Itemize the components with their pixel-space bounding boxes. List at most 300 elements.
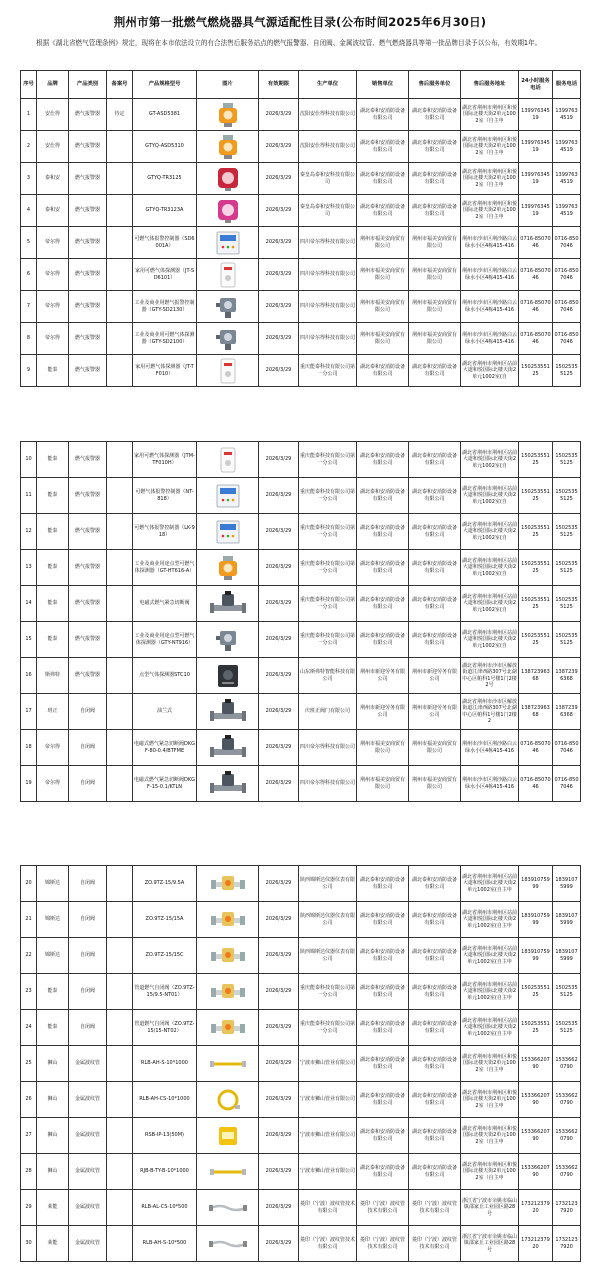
- col-model: 家用可燃气体探测器（JTM-TF010H）: [133, 442, 197, 478]
- col-record: [107, 163, 133, 195]
- col-phone: 0716-8507046: [553, 291, 581, 323]
- col-phone: 18391075999: [553, 902, 581, 938]
- col-service-address: 浙江省宁波市余姚市临山镇邵家丘工业园区路28号: [461, 1226, 519, 1262]
- col-image: [197, 323, 259, 355]
- col-phone: 0716-8507046: [553, 227, 581, 259]
- col-category: 燃气报警器: [69, 163, 107, 195]
- col-24h-phone: 18391075999: [519, 902, 553, 938]
- col-brand: 帝尔得: [37, 766, 69, 802]
- col-expiry: 2026/3/29: [259, 658, 299, 694]
- col-brand: 能泰: [37, 1010, 69, 1046]
- col-model: 可燃气体报警控制器（SD6001A）: [133, 227, 197, 259]
- col-24h-phone: 15336620790: [519, 1046, 553, 1082]
- col-model: ZO.9TZ-15/9.5A: [133, 866, 197, 902]
- col-service-unit: 荆州市福美安商贸有限公司: [409, 227, 461, 259]
- col-expiry: 2026/3/29: [259, 694, 299, 730]
- col-expiry: 2026/3/29: [259, 550, 299, 586]
- col-sales-unit: 湖北泰和安消防设备有限公司: [357, 1118, 409, 1154]
- col-number: 11: [21, 478, 37, 514]
- col-image: [197, 514, 259, 550]
- col-service-unit: 湖北泰和安消防设备有限公司: [409, 355, 461, 387]
- col-manufacturer: 宁波市狮山管业有限公司: [299, 1154, 357, 1190]
- col-record: [107, 131, 133, 163]
- table-row: [21, 514, 581, 550]
- col-phone: 13997634519: [553, 195, 581, 227]
- col-number: 9: [21, 355, 37, 387]
- col-service-unit: 菱印（宁波）波纹管技术有限公司: [409, 1190, 461, 1226]
- col-record: [107, 1226, 133, 1262]
- col-24h-phone: 0716-8507046: [519, 323, 553, 355]
- col-image: [197, 730, 259, 766]
- col-model: 工业及商业用途点型可燃气体探测器（GTY-NT916）: [133, 622, 197, 658]
- col-24h-phone: 15336620790: [519, 1154, 553, 1190]
- col-image: [197, 902, 259, 938]
- col-sales-unit: 湖北泰和安消防设备有限公司: [357, 195, 409, 227]
- col-image: [197, 1154, 259, 1190]
- col-number: 2: [21, 131, 37, 163]
- col-brand: 狮山: [37, 1082, 69, 1118]
- col-model: 工业及商业用可燃气体探测器（GTY-SD2100）: [133, 323, 197, 355]
- table-row: [21, 163, 581, 195]
- col-image: [197, 131, 259, 163]
- col-phone: 18391075999: [553, 866, 581, 902]
- col-sales-unit: 湖北泰和安消防设备有限公司: [357, 622, 409, 658]
- col-image: [197, 478, 259, 514]
- col-number: 10: [21, 442, 37, 478]
- col-number: 18: [21, 730, 37, 766]
- col-number: 3: [21, 163, 37, 195]
- col-expiry: 2026/3/29: [259, 442, 299, 478]
- table-row: [21, 622, 581, 658]
- hose-straight-icon: [208, 1194, 248, 1222]
- col-24h-phone: 15025355125: [519, 1010, 553, 1046]
- col-service-address: 湖北省荆州市荆州区站前大道和悦国际北楼天街2单元1002室(自主申: [461, 902, 519, 938]
- col-service-address: 湖北省荆州市荆州区和悦国际北楼天街2单元1002室（自主申: [461, 99, 519, 131]
- col-number: 21: [21, 902, 37, 938]
- col-image: [197, 1226, 259, 1262]
- col-image: [197, 355, 259, 387]
- col-number: 29: [21, 1190, 37, 1226]
- col-service-unit: 湖北泰和安消防设备有限公司: [409, 163, 461, 195]
- col-expiry: 2026/3/29: [259, 1082, 299, 1118]
- col-model: ZO.9TZ-15/15A: [133, 902, 197, 938]
- col-manufacturer: 山东斯弗特智能科技有限公司: [299, 658, 357, 694]
- col-sales-unit: 荆州市福美安商贸有限公司: [357, 259, 409, 291]
- table-row: [21, 1154, 581, 1190]
- col-number: 19: [21, 766, 37, 802]
- col-sales-unit: 湖北泰和安消防设备有限公司: [357, 1046, 409, 1082]
- table-row: [21, 478, 581, 514]
- col-brand: 帝尔得: [37, 730, 69, 766]
- col-sales-unit: 菱印（宁波）波纹管技术有限公司: [357, 1190, 409, 1226]
- col-number: 25: [21, 1046, 37, 1082]
- catalog-table-page-2: [20, 441, 581, 802]
- col-model: ZO.9TZ-15/15C: [133, 938, 197, 974]
- col-service-address: 湖北省荆州市荆州区站前大道和悦国际北楼天街2单元1002室(自主申: [461, 974, 519, 1010]
- col-number: 20: [21, 866, 37, 902]
- col-phone: 17321237920: [553, 1226, 581, 1262]
- valve-icon: [208, 698, 248, 726]
- col-24h-phone: 18391075999: [519, 866, 553, 902]
- col-expiry: 2026/3/29: [259, 514, 299, 550]
- col-sales-unit: 湖北泰和安消防设备有限公司: [357, 514, 409, 550]
- col-category: 燃气报警器: [69, 658, 107, 694]
- col-number: 4: [21, 195, 37, 227]
- col-service-address: 湖北省荆州市荆州区和悦国际北楼天街2单元1002室（自主申: [461, 1046, 519, 1082]
- col-image: [197, 550, 259, 586]
- col-service-unit: 湖北泰和安消防设备有限公司: [409, 622, 461, 658]
- col-brand: 锦斯达: [37, 866, 69, 902]
- col-24h-phone: 13872396368: [519, 694, 553, 730]
- col-model: 电磁式燃气紧急切断阀: [133, 586, 197, 622]
- gas-detector-red-icon: [208, 165, 248, 193]
- col-category: 燃气报警器: [69, 131, 107, 163]
- table-row: [21, 131, 581, 163]
- col-manufacturer: 重庆能泰科技有限公司第一分公司: [299, 622, 357, 658]
- table-row: [21, 291, 581, 323]
- col-service-address: 湖北省荆州市荆州区和悦国际北楼天街2单元1002室（自主申: [461, 163, 519, 195]
- table-row: [21, 227, 581, 259]
- col-expiry: 2026/3/29: [259, 131, 299, 163]
- pipe-valve-icon: [208, 870, 248, 898]
- col-record: [107, 227, 133, 259]
- col-expiry: 2026/3/29: [259, 1190, 299, 1226]
- col-record: [107, 323, 133, 355]
- col-brand: 莱能: [37, 1226, 69, 1262]
- col-24h-phone: 0716-8507046: [519, 766, 553, 802]
- col-brand: 斯弗特: [37, 658, 69, 694]
- col-service-address: 湖北省荆州市荆州区站前大道和悦国际北楼天街2单元1002室(自: [461, 355, 519, 387]
- col-service-address: 湖北省荆州市荆州区和悦国际北楼天街2单元1002室（自主申: [461, 1118, 519, 1154]
- table-row: [21, 902, 581, 938]
- col-image: [197, 694, 259, 730]
- col-phone: 13872396368: [553, 658, 581, 694]
- col-service-unit: 湖北泰和安消防设备有限公司: [409, 1046, 461, 1082]
- table-row: [21, 99, 581, 131]
- table-row: [21, 730, 581, 766]
- table-row: [21, 974, 581, 1010]
- col-manufacturer: 四川帝尔得科技有限公司: [299, 730, 357, 766]
- col-image: [197, 766, 259, 802]
- col-24h-phone: 15025355125: [519, 478, 553, 514]
- col-phone: 15025355125: [553, 355, 581, 387]
- col-category: 自闭阀: [69, 902, 107, 938]
- col-expiry: 2026/3/29: [259, 478, 299, 514]
- header-col-phone: 服务电话: [553, 71, 581, 99]
- col-expiry: 2026/3/29: [259, 227, 299, 259]
- col-service-unit: 湖北泰和安消防设备有限公司: [409, 1118, 461, 1154]
- col-image: [197, 227, 259, 259]
- col-service-unit: 湖北泰和安消防设备有限公司: [409, 938, 461, 974]
- gas-detector-orange-icon: [208, 554, 248, 582]
- col-image: [197, 1190, 259, 1226]
- col-brand: 锦斯达: [37, 938, 69, 974]
- col-expiry: 2026/3/29: [259, 195, 299, 227]
- col-brand: 锦斯达: [37, 902, 69, 938]
- col-sales-unit: 湖北泰和安消防设备有限公司: [357, 355, 409, 387]
- col-expiry: 2026/3/29: [259, 586, 299, 622]
- pipe-valve-icon: [208, 906, 248, 934]
- col-expiry: 2026/3/29: [259, 1010, 299, 1046]
- col-record: [107, 658, 133, 694]
- col-model: 电磁式燃气紧急切断阀DKGF-80-0.4/BTFME: [133, 730, 197, 766]
- col-phone: 15336620790: [553, 1082, 581, 1118]
- col-model: 家用可燃气体探测器（JT-SD6101）: [133, 259, 197, 291]
- header-col-24h-phone: 24小时服务电话: [519, 71, 553, 99]
- col-sales-unit: 荆州市福美安商贸有限公司: [357, 291, 409, 323]
- col-model: 工业及商业用途点型可燃气体探测器（GT-HT616-A）: [133, 550, 197, 586]
- col-record: [107, 291, 133, 323]
- intro-paragraph: 根据《湖北省燃气管理条例》规定，现将在本市依法设立的有合法售后服务站点的燃气报警器、自闭阀、金属波纹管、燃气燃烧器具等第一批品牌目录予以公布，有效期1年。: [36, 39, 542, 47]
- col-24h-phone: 13997634519: [519, 131, 553, 163]
- col-manufacturer: 陕西锦斯达仪器仪表有限公司: [299, 938, 357, 974]
- col-service-unit: 荆州市新迎劳务有限公司: [409, 658, 461, 694]
- col-service-unit: 湖北泰和安消防设备有限公司: [409, 550, 461, 586]
- header-col-expiry: 有效期限: [259, 71, 299, 99]
- col-brand: 帝尔得: [37, 291, 69, 323]
- col-category: 燃气报警器: [69, 355, 107, 387]
- col-phone: 17321237920: [553, 1190, 581, 1226]
- industrial-detector-icon: [208, 293, 248, 321]
- col-service-address: 荆州市沙市区荆沙路白云绿水小区4栋415-416: [461, 766, 519, 802]
- col-24h-phone: 13997634519: [519, 99, 553, 131]
- col-model: RLB-AL-CS-10*500: [133, 1190, 197, 1226]
- col-service-unit: 荆州市福美安商贸有限公司: [409, 766, 461, 802]
- col-24h-phone: 13997634519: [519, 195, 553, 227]
- col-record: [107, 974, 133, 1010]
- col-record: [107, 766, 133, 802]
- col-manufacturer: 菱印（宁波）波纹管技术有限公司: [299, 1190, 357, 1226]
- col-brand: 狮山: [37, 1118, 69, 1154]
- col-record: [107, 1118, 133, 1154]
- col-24h-phone: 15025355125: [519, 622, 553, 658]
- col-sales-unit: 菱印（宁波）波纹管技术有限公司: [357, 1226, 409, 1262]
- col-category: 自闭阀: [69, 866, 107, 902]
- industrial-detector-icon: [208, 325, 248, 353]
- col-model: 管道燃气自闭阀（ZO.9TZ-15/9.5-NT01）: [133, 974, 197, 1010]
- col-record: [107, 1190, 133, 1226]
- col-category: 燃气报警器: [69, 550, 107, 586]
- col-image: [197, 99, 259, 131]
- col-service-address: 湖北省荆州市沙市区解放街道江津西路307号北湖中心区帕科1号楼1门2楼2号: [461, 658, 519, 694]
- header-col-record: 备案号: [107, 71, 133, 99]
- table-row: [21, 586, 581, 622]
- col-manufacturer: 四川帝尔得科技有限公司: [299, 259, 357, 291]
- col-expiry: 2026/3/29: [259, 323, 299, 355]
- col-expiry: 2026/3/29: [259, 291, 299, 323]
- col-24h-phone: 17321237920: [519, 1226, 553, 1262]
- col-sales-unit: 湖北泰和安消防设备有限公司: [357, 1154, 409, 1190]
- valve-icon: [208, 590, 248, 618]
- col-image: [197, 1046, 259, 1082]
- col-category: 自闭阀: [69, 730, 107, 766]
- col-manufacturer: 沈阳安仕得科技有限公司: [299, 99, 357, 131]
- col-category: 燃气报警器: [69, 323, 107, 355]
- col-number: 1: [21, 99, 37, 131]
- col-model: GTYQ-TR3125: [133, 163, 197, 195]
- col-service-unit: 湖北泰和安消防设备有限公司: [409, 195, 461, 227]
- col-sales-unit: 湖北泰和安消防设备有限公司: [357, 131, 409, 163]
- col-expiry: 2026/3/29: [259, 622, 299, 658]
- col-service-address: 湖北省荆州市荆州区和悦国际北楼天街2单元1002室（自主申: [461, 1082, 519, 1118]
- col-phone: 15336620790: [553, 1154, 581, 1190]
- col-brand: 泰和安: [37, 195, 69, 227]
- col-category: 自闭阀: [69, 1010, 107, 1046]
- col-brand: 安仕得: [37, 99, 69, 131]
- col-sales-unit: 湖北泰和安消防设备有限公司: [357, 938, 409, 974]
- col-service-unit: 菱印（宁波）波纹管技术有限公司: [409, 1226, 461, 1262]
- col-sales-unit: 荆州市福美安商贸有限公司: [357, 227, 409, 259]
- pipe-valve-icon: [208, 942, 248, 970]
- col-service-address: 湖北省荆州市沙市区解放街道江津西路307号北湖中心区帕科1号楼1门2楼2: [461, 694, 519, 730]
- col-category: 自闭阀: [69, 938, 107, 974]
- col-image: [197, 195, 259, 227]
- col-phone: 15336620790: [553, 1046, 581, 1082]
- col-service-unit: 荆州市新迎劳务有限公司: [409, 694, 461, 730]
- col-manufacturer: 宁波市狮山管业有限公司: [299, 1046, 357, 1082]
- col-manufacturer: 四川帝尔得科技有限公司: [299, 227, 357, 259]
- col-image: [197, 866, 259, 902]
- col-brand: 狮山: [37, 1154, 69, 1190]
- col-24h-phone: 0716-8507046: [519, 227, 553, 259]
- col-number: 8: [21, 323, 37, 355]
- col-24h-phone: 15025355125: [519, 355, 553, 387]
- col-model: RLB-AH-S-10*500: [133, 1226, 197, 1262]
- col-record: [107, 586, 133, 622]
- col-phone: 15025355125: [553, 974, 581, 1010]
- table-row: [21, 866, 581, 902]
- col-manufacturer: 四川帝尔得科技有限公司: [299, 291, 357, 323]
- header-col-image: 图片: [197, 71, 259, 99]
- col-category: 金属波纹管: [69, 1226, 107, 1262]
- header-col-manufacturer: 生产单位: [299, 71, 357, 99]
- table-row: [21, 1190, 581, 1226]
- valve-icon: [208, 770, 248, 798]
- col-service-unit: 湖北泰和安消防设备有限公司: [409, 974, 461, 1010]
- col-24h-phone: 15025355125: [519, 586, 553, 622]
- table-row: [21, 355, 581, 387]
- table-row: [21, 1082, 581, 1118]
- col-service-address: 湖北省荆州市荆州区站前大道和悦国际北楼天街2单元1002室(自: [461, 478, 519, 514]
- col-24h-phone: 15336620790: [519, 1118, 553, 1154]
- col-image: [197, 259, 259, 291]
- col-expiry: 2026/3/29: [259, 866, 299, 902]
- col-brand: 能泰: [37, 550, 69, 586]
- col-24h-phone: 13997634519: [519, 163, 553, 195]
- col-service-address: 湖北省荆州市荆州区和悦国际北楼天街2单元1002室（自主申: [461, 1154, 519, 1190]
- col-expiry: 2026/3/29: [259, 766, 299, 802]
- col-category: 燃气报警器: [69, 227, 107, 259]
- col-category: 自闭阀: [69, 694, 107, 730]
- col-phone: 0716-8507046: [553, 259, 581, 291]
- valve-icon: [208, 734, 248, 762]
- col-number: 15: [21, 622, 37, 658]
- col-phone: 15025355125: [553, 550, 581, 586]
- col-category: 金属波纹管: [69, 1118, 107, 1154]
- header-col-number: 序号: [21, 71, 37, 99]
- col-24h-phone: 0716-8507046: [519, 291, 553, 323]
- col-brand: 帝尔得: [37, 323, 69, 355]
- col-category: 燃气报警器: [69, 478, 107, 514]
- col-category: 金属波纹管: [69, 1046, 107, 1082]
- col-record: [107, 1154, 133, 1190]
- col-category: 燃气报警器: [69, 195, 107, 227]
- col-service-address: 湖北省荆州市荆州区和悦国际北楼天街2单元1002室（自主申: [461, 131, 519, 163]
- col-sales-unit: 湖北泰和安消防设备有限公司: [357, 586, 409, 622]
- col-brand: 帝尔得: [37, 259, 69, 291]
- col-image: [197, 442, 259, 478]
- col-phone: 13997634519: [553, 131, 581, 163]
- col-phone: 0716-8507046: [553, 766, 581, 802]
- col-category: 燃气报警器: [69, 514, 107, 550]
- col-service-unit: 荆州市福美安商贸有限公司: [409, 259, 461, 291]
- col-service-unit: 湖北泰和安消防设备有限公司: [409, 1082, 461, 1118]
- col-expiry: 2026/3/29: [259, 902, 299, 938]
- col-model: 点型气体探测器STC10: [133, 658, 197, 694]
- col-manufacturer: 重庆能泰科技有限公司第一分公司: [299, 355, 357, 387]
- col-brand: 能泰: [37, 355, 69, 387]
- col-24h-phone: 17321237920: [519, 1190, 553, 1226]
- col-record: [107, 730, 133, 766]
- col-service-unit: 荆州市福美安商贸有限公司: [409, 730, 461, 766]
- table-row: [21, 259, 581, 291]
- col-number: 6: [21, 259, 37, 291]
- col-brand: 莱能: [37, 1190, 69, 1226]
- col-24h-phone: 15336620790: [519, 1082, 553, 1118]
- col-manufacturer: 重庆能泰科技有限公司第一分公司: [299, 1010, 357, 1046]
- col-brand: 能泰: [37, 442, 69, 478]
- col-24h-phone: 18391075999: [519, 938, 553, 974]
- col-model: 油兰式: [133, 694, 197, 730]
- col-category: 燃气报警器: [69, 622, 107, 658]
- table-row: [21, 195, 581, 227]
- col-category: 自闭阀: [69, 766, 107, 802]
- table-row: [21, 323, 581, 355]
- col-record: [107, 902, 133, 938]
- col-service-address: 湖北省荆州市荆州区站前大道和悦国际北楼天街2单元1002室(自主申: [461, 1010, 519, 1046]
- col-model: 可燃气体报警控制器（NT-818）: [133, 478, 197, 514]
- col-phone: 15025355125: [553, 478, 581, 514]
- col-brand: 能泰: [37, 586, 69, 622]
- col-service-address: 湖北省荆州市荆州区站前大道和悦国际北楼天街2单元1002室(自: [461, 514, 519, 550]
- gas-detector-orange-icon: [208, 101, 248, 129]
- gas-detector-magenta-icon: [208, 197, 248, 225]
- col-model: RSB-IP-13(50M): [133, 1118, 197, 1154]
- col-image: [197, 938, 259, 974]
- col-expiry: 2026/3/29: [259, 99, 299, 131]
- home-detector-icon: [208, 446, 248, 474]
- col-sales-unit: 湖北泰和安消防设备有限公司: [357, 902, 409, 938]
- col-phone: 13997634519: [553, 99, 581, 131]
- home-detector-icon: [208, 357, 248, 385]
- col-service-unit: 湖北泰和安消防设备有限公司: [409, 99, 461, 131]
- col-brand: 能泰: [37, 478, 69, 514]
- col-category: 金属波纹管: [69, 1082, 107, 1118]
- col-model: 工业及商业用燃气报警控制器（GTY-SD2130）: [133, 291, 197, 323]
- col-service-unit: 湖北泰和安消防设备有限公司: [409, 478, 461, 514]
- table-row: [21, 1118, 581, 1154]
- col-brand: 能泰: [37, 514, 69, 550]
- header-col-category: 产品类别: [69, 71, 107, 99]
- col-number: 24: [21, 1010, 37, 1046]
- col-image: [197, 1010, 259, 1046]
- table-header-row: [21, 71, 581, 99]
- col-manufacturer: 重庆能泰科技有限公司第一分公司: [299, 514, 357, 550]
- col-sales-unit: 湖北泰和安消防设备有限公司: [357, 163, 409, 195]
- pipe-valve-icon: [208, 1014, 248, 1042]
- col-record: [107, 478, 133, 514]
- col-number: 5: [21, 227, 37, 259]
